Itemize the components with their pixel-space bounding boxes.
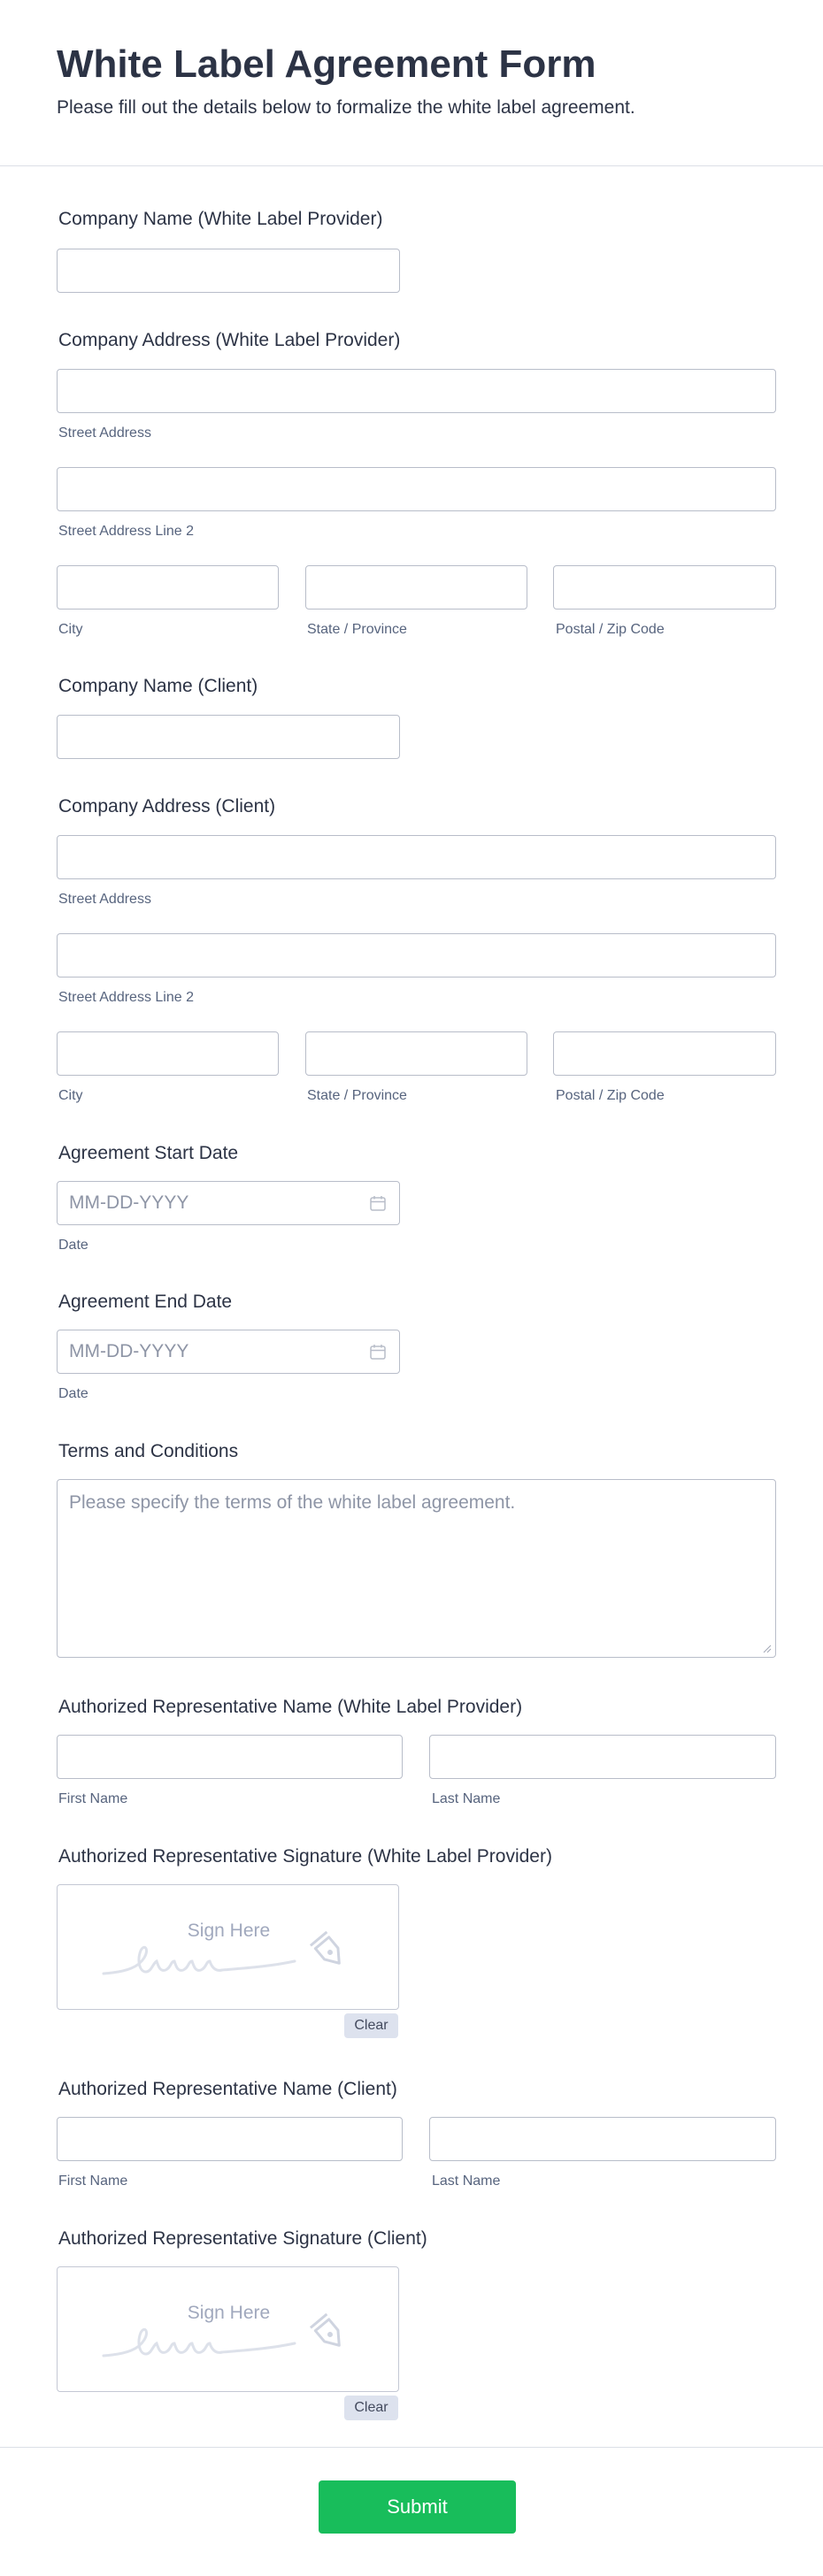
provider-street-address-2-sublabel: Street Address Line 2	[58, 524, 194, 539]
terms-textarea[interactable]	[57, 1479, 776, 1658]
end-date-sublabel: Date	[58, 1386, 88, 1401]
provider-street-address-2-input[interactable]	[57, 467, 776, 511]
provider-city-input[interactable]	[57, 565, 279, 610]
start-date-placeholder: MM-DD-YYYY	[69, 1192, 189, 1213]
client-state-input[interactable]	[305, 1031, 527, 1076]
provider-rep-first-name-input[interactable]	[57, 1735, 403, 1779]
provider-company-name-label: Company Name (White Label Provider)	[58, 209, 383, 229]
provider-rep-first-name-sublabel: First Name	[58, 1791, 128, 1806]
provider-signature-label: Authorized Representative Signature (White Label Provider)	[58, 1846, 552, 1867]
client-rep-name-label: Authorized Representative Name (Client)	[58, 2079, 397, 2099]
end-date-label: Agreement End Date	[58, 1292, 233, 1312]
client-street-address-2-sublabel: Street Address Line 2	[58, 990, 194, 1005]
client-rep-first-name-sublabel: First Name	[58, 2174, 128, 2189]
submit-button[interactable]: Submit	[319, 2480, 516, 2534]
provider-state-sublabel: State / Province	[307, 622, 407, 637]
end-date-placeholder: MM-DD-YYYY	[69, 1341, 189, 1361]
calendar-icon[interactable]	[369, 1343, 387, 1361]
client-state-sublabel: State / Province	[307, 1088, 407, 1103]
pen-nib-icon	[93, 1931, 376, 1984]
form-subtitle: Please fill out the details below to formalize the white label agreement.	[57, 97, 635, 118]
terms-label: Terms and Conditions	[58, 1441, 239, 1461]
provider-address-label: Company Address (White Label Provider)	[58, 330, 401, 350]
client-postal-input[interactable]	[553, 1031, 776, 1076]
provider-street-address-input[interactable]	[57, 369, 776, 413]
form-title: White Label Agreement Form	[57, 42, 596, 86]
provider-rep-last-name-input[interactable]	[429, 1735, 776, 1779]
client-address-label: Company Address (Client)	[58, 796, 276, 816]
provider-state-input[interactable]	[305, 565, 527, 610]
start-date-input[interactable]	[57, 1181, 400, 1225]
form-header	[0, 0, 823, 166]
start-date-label: Agreement Start Date	[58, 1143, 239, 1163]
client-signature-label: Authorized Representative Signature (Client)	[58, 2228, 427, 2249]
client-postal-sublabel: Postal / Zip Code	[556, 1088, 665, 1103]
provider-street-address-sublabel: Street Address	[58, 426, 151, 441]
provider-postal-sublabel: Postal / Zip Code	[556, 622, 665, 637]
calendar-icon[interactable]	[369, 1194, 387, 1212]
sign-here-label: Sign Here	[187, 2303, 271, 2323]
client-city-input[interactable]	[57, 1031, 279, 1076]
client-rep-last-name-input[interactable]	[429, 2117, 776, 2161]
provider-signature-clear-button[interactable]: Clear	[344, 2013, 398, 2038]
provider-postal-input[interactable]	[553, 565, 776, 610]
client-city-sublabel: City	[58, 1088, 83, 1103]
client-company-name-input[interactable]	[57, 715, 400, 759]
pen-nib-icon	[93, 2313, 376, 2366]
provider-signature-pad[interactable]	[57, 1884, 399, 2010]
client-rep-last-name-sublabel: Last Name	[432, 2174, 501, 2189]
client-street-address-sublabel: Street Address	[58, 892, 151, 907]
client-street-address-input[interactable]	[57, 835, 776, 879]
client-signature-clear-button[interactable]: Clear	[344, 2396, 398, 2420]
end-date-input[interactable]	[57, 1330, 400, 1374]
provider-rep-last-name-sublabel: Last Name	[432, 1791, 501, 1806]
resize-handle-icon[interactable]	[763, 1644, 772, 1653]
provider-rep-name-label: Authorized Representative Name (White Label Provider)	[58, 1697, 523, 1717]
client-rep-first-name-input[interactable]	[57, 2117, 403, 2161]
client-street-address-2-input[interactable]	[57, 933, 776, 978]
start-date-sublabel: Date	[58, 1238, 88, 1253]
client-company-name-label: Company Name (Client)	[58, 676, 258, 696]
sign-here-label: Sign Here	[187, 1920, 271, 1941]
terms-placeholder: Please specify the terms of the white label agreement.	[69, 1492, 516, 1513]
provider-company-name-input[interactable]	[57, 249, 400, 293]
client-signature-pad[interactable]	[57, 2266, 399, 2392]
provider-city-sublabel: City	[58, 622, 83, 637]
